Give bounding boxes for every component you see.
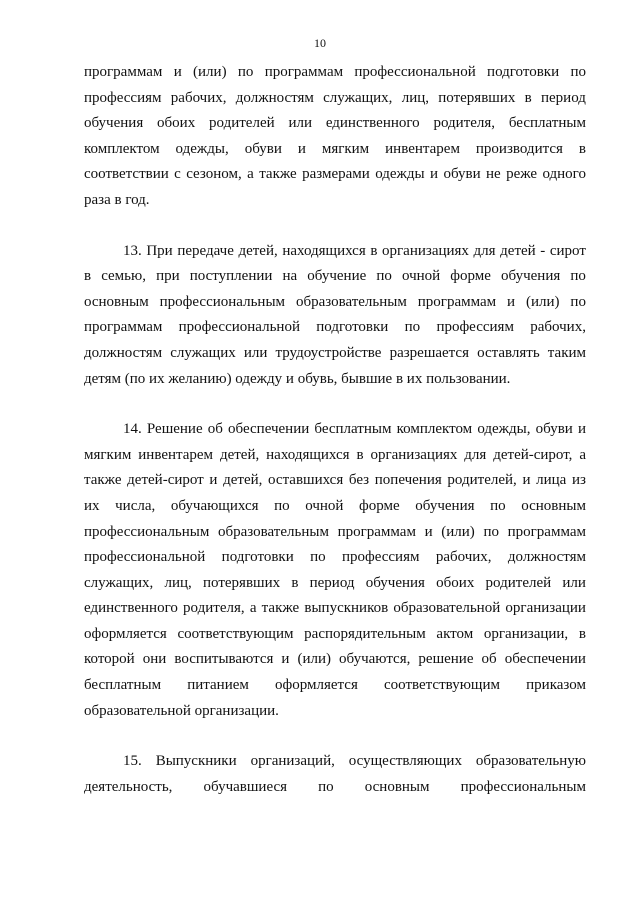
text-line: детям (по их желанию) одежду и обувь, бывшие в их пользовании. bbox=[84, 370, 511, 387]
document-body bbox=[84, 60, 586, 800]
text-line: их числа, обучающихся по очной форме обучения по основным bbox=[84, 497, 586, 514]
text-line: должностям служащих или трудоустройстве разрешается оставлять таким bbox=[84, 344, 586, 361]
paragraph-item-13 bbox=[84, 239, 586, 393]
text-line: соответствии с сезоном, а также размерами одежды и обуви не реже одного bbox=[84, 166, 586, 183]
paragraph-spacer bbox=[84, 214, 586, 239]
paragraph-continuation bbox=[84, 60, 586, 214]
text-line: профессиональной подготовки по профессиям рабочих, должностям bbox=[84, 549, 586, 566]
text-line: которой они воспитываются и (или) обучаются, решение об обеспечении bbox=[84, 651, 586, 668]
text-line: профессиональным образовательным программам и (или) по программам bbox=[84, 523, 586, 540]
text-line: единственного родителя, а также выпускников образовательной организации bbox=[84, 600, 586, 617]
text-line: программам профессиональной подготовки по профессиям рабочих, bbox=[84, 319, 586, 336]
text-line: служащих, лиц, потерявших в период обучения обоих родителей или bbox=[84, 574, 586, 591]
page-number: 10 bbox=[314, 36, 326, 50]
text-line: в семью, при поступлении на обучение по очной форме обучения по bbox=[84, 268, 586, 285]
text-line: также детей-сирот и детей, оставшихся без попечения родителей, и лица из bbox=[84, 472, 586, 489]
text-line: 13. При передаче детей, находящихся в организациях для детей - сирот bbox=[123, 242, 586, 259]
text-line: раза в год. bbox=[84, 191, 150, 208]
text-line: профессиям рабочих, должностям служащих, лиц, потерявших в период bbox=[84, 89, 586, 106]
text-line: деятельность, обучавшиеся по основным профессиональным bbox=[84, 778, 586, 795]
text-line: оформляется соответствующим распорядительным актом организации, в bbox=[84, 625, 586, 642]
text-line: мягким инвентарем детей, находящихся в организациях для детей-сирот, а bbox=[84, 446, 586, 463]
text-line: 14. Решение об обеспечении бесплатным комплектом одежды, обуви и bbox=[123, 421, 586, 438]
text-line: программам и (или) по программам профессиональной подготовки по bbox=[84, 64, 586, 80]
text-line: 15. Выпускники организаций, осуществляющих образовательную bbox=[123, 753, 586, 770]
paragraph-spacer bbox=[84, 392, 586, 417]
text-line: образовательной организации. bbox=[84, 702, 279, 719]
paragraph-item-15 bbox=[84, 749, 586, 800]
paragraph-spacer bbox=[84, 724, 586, 749]
text-line: обучения обоих родителей или единственного родителя, бесплатным bbox=[84, 115, 586, 132]
text-line: бесплатным питанием оформляется соответствующим приказом bbox=[84, 677, 586, 694]
text-line: основным профессиональным образовательным программам и (или) по bbox=[84, 293, 586, 310]
paragraph-item-14 bbox=[84, 417, 586, 724]
text-line: комплектом одежды, обуви и мягким инвентарем производится в bbox=[84, 140, 586, 157]
